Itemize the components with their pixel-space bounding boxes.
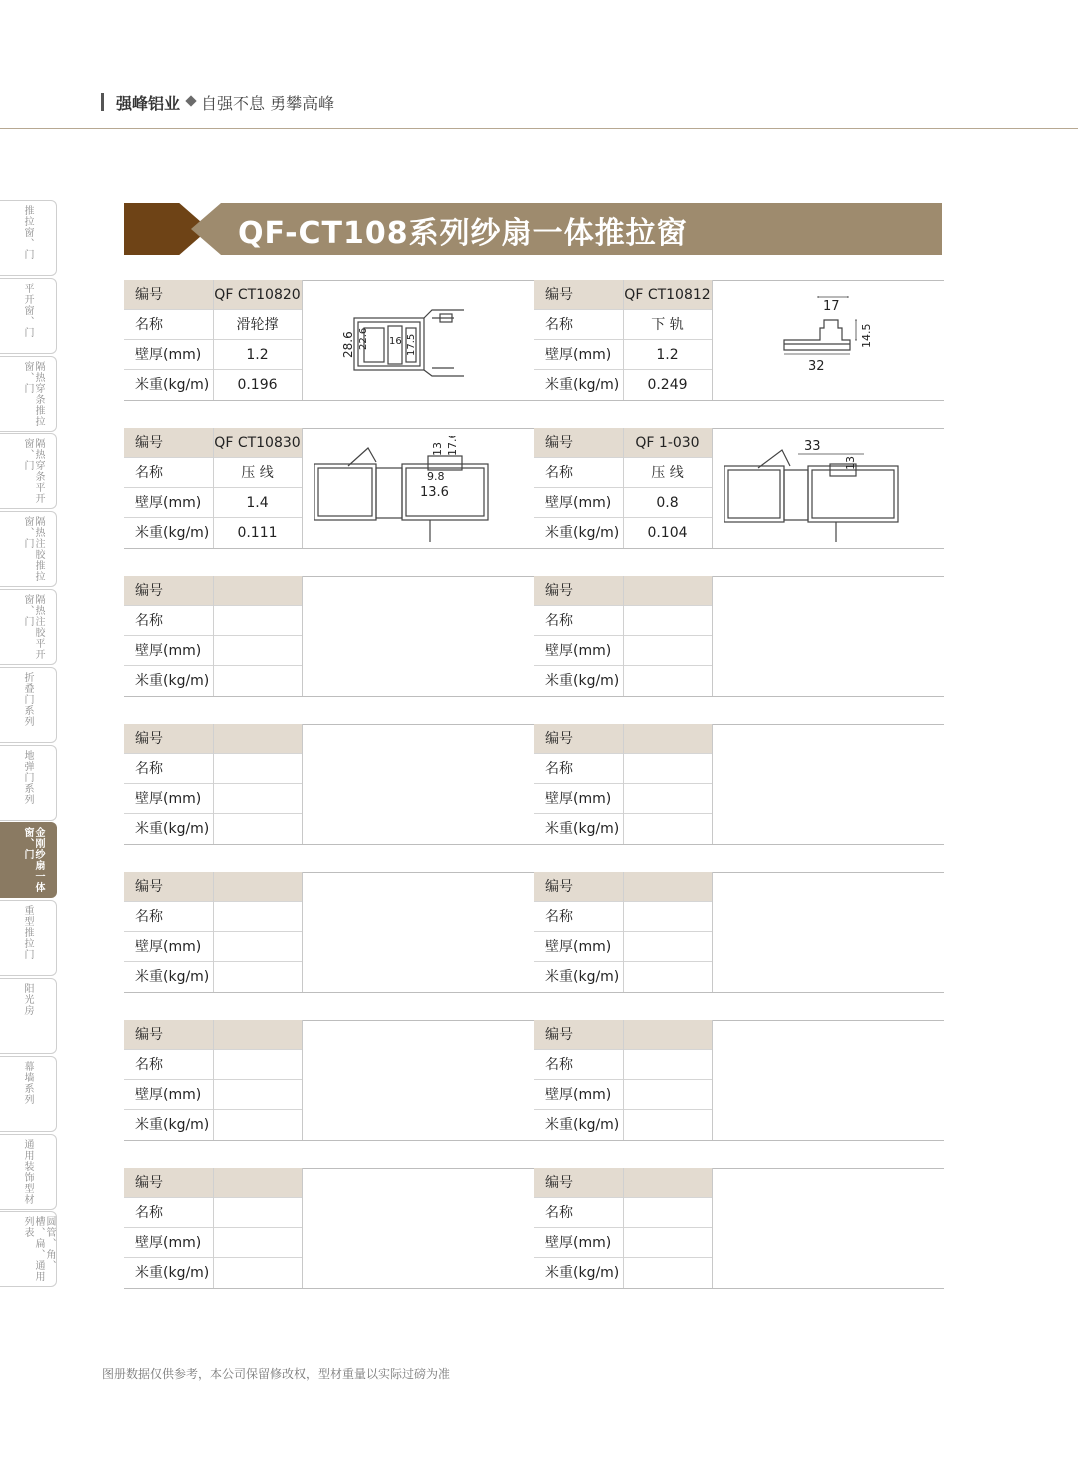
spec-block	[124, 428, 534, 548]
spec-value	[623, 1020, 712, 1050]
divider	[712, 724, 713, 844]
side-tab[interactable]	[0, 1056, 57, 1132]
spec-value: 1.2	[656, 347, 679, 363]
profile-bottom-rail	[724, 288, 936, 394]
divider	[534, 1288, 944, 1289]
side-tab[interactable]	[0, 278, 57, 354]
divider	[712, 1020, 713, 1140]
profile-drawing	[724, 288, 936, 394]
spec-value: 1.2	[246, 347, 269, 363]
spec-block	[124, 724, 534, 844]
side-tab[interactable]	[0, 511, 57, 587]
side-tab[interactable]	[0, 433, 57, 509]
side-tab[interactable]	[0, 745, 57, 821]
dimension-label: 17.5	[406, 333, 417, 356]
divider	[623, 576, 624, 696]
divider	[124, 1288, 534, 1289]
divider	[124, 992, 534, 993]
side-tab-label: 通用装饰型材	[22, 1138, 33, 1205]
side-tab[interactable]	[0, 589, 57, 665]
profile-glazing-bead-2	[724, 436, 936, 542]
spec-label: 名称	[545, 613, 573, 629]
spec-label: 米重(kg/m)	[135, 673, 210, 689]
side-tab[interactable]	[0, 978, 57, 1054]
spec-label: 编号	[124, 1020, 213, 1050]
spec-label: 名称	[545, 909, 573, 925]
side-tab-label: 隔热穿条平开窗、门	[22, 438, 44, 505]
divider	[302, 576, 303, 696]
spec-label: 编号	[534, 1020, 623, 1050]
spec-label: 编号	[534, 576, 623, 606]
spec-block	[124, 1020, 534, 1140]
spec-label: 壁厚(mm)	[545, 495, 612, 511]
spec-value	[623, 636, 712, 666]
dimension-label: 13.6	[420, 485, 449, 500]
spec-value	[213, 902, 302, 932]
side-tab[interactable]	[0, 900, 57, 976]
spec-value	[213, 1020, 302, 1050]
spec-value: 压 线	[241, 465, 274, 481]
divider	[534, 548, 944, 549]
dimension-label: 14.5	[860, 323, 873, 348]
divider	[302, 872, 303, 992]
spec-label: 名称	[545, 317, 573, 333]
divider	[213, 1168, 214, 1288]
spec-value: 0.249	[647, 377, 688, 393]
spec-label: 壁厚(mm)	[135, 1087, 202, 1103]
spec-value	[623, 1110, 712, 1140]
divider	[124, 844, 534, 845]
profile-drawing	[314, 436, 526, 542]
spec-label: 名称	[135, 1057, 163, 1073]
divider	[712, 1168, 713, 1288]
divider	[534, 844, 944, 845]
spec-value: 压 线	[651, 465, 684, 481]
side-tab-label: 隔热注胶推拉窗、门	[22, 516, 44, 583]
divider	[712, 428, 713, 548]
divider	[712, 872, 713, 992]
spec-label: 编号	[534, 872, 623, 902]
spec-label: 名称	[135, 465, 163, 481]
profile-drawing	[314, 288, 526, 394]
spec-block	[534, 576, 944, 696]
diamond-icon	[185, 95, 196, 106]
side-tab-label: 折叠门系列	[22, 671, 33, 727]
spec-label: 米重(kg/m)	[545, 673, 620, 689]
divider	[213, 724, 214, 844]
side-tab-label: 平开窗、门	[22, 282, 33, 338]
spec-label: 名称	[135, 761, 163, 777]
divider	[213, 428, 214, 548]
spec-value	[213, 872, 302, 902]
side-tab-label: 隔热注胶平开窗、门	[22, 594, 44, 660]
spec-label: 壁厚(mm)	[135, 347, 202, 363]
footer-note: 图册数据仅供参考，本公司保留修改权，型材重量以实际过磅为准	[102, 1367, 451, 1381]
spec-value	[623, 1080, 712, 1110]
spec-label: 米重(kg/m)	[545, 525, 620, 541]
spec-value: QF CT10812	[623, 280, 712, 310]
spec-value	[623, 666, 712, 696]
spec-label: 壁厚(mm)	[545, 791, 612, 807]
spec-value: 0.111	[237, 525, 278, 541]
divider	[534, 1140, 944, 1141]
spec-label: 米重(kg/m)	[545, 969, 620, 985]
spec-block	[534, 872, 944, 992]
spec-value: 1.4	[246, 495, 269, 511]
spec-block	[124, 872, 534, 992]
dimension-label: 33	[804, 439, 821, 454]
spec-label: 名称	[135, 1205, 163, 1221]
side-tab-label: 隔热穿条推拉窗、门	[22, 360, 44, 427]
spec-label: 壁厚(mm)	[135, 939, 202, 955]
spec-label: 名称	[135, 613, 163, 629]
side-tab[interactable]	[0, 356, 57, 432]
spec-label: 壁厚(mm)	[545, 347, 612, 363]
spec-value: 0.196	[237, 377, 278, 393]
divider	[712, 280, 713, 400]
spec-value	[623, 932, 712, 962]
spec-value: QF CT10830	[213, 428, 302, 458]
spec-label: 名称	[545, 1057, 573, 1073]
spec-value: 0.104	[647, 525, 688, 541]
spec-label: 编号	[124, 872, 213, 902]
spec-label: 名称	[135, 909, 163, 925]
divider	[213, 1020, 214, 1140]
spec-value: QF 1-030	[623, 428, 712, 458]
divider	[302, 724, 303, 844]
divider	[623, 1020, 624, 1140]
spec-value	[623, 902, 712, 932]
side-tab-label: 推拉窗、门	[22, 205, 33, 260]
divider	[623, 280, 624, 400]
spec-label: 米重(kg/m)	[545, 821, 620, 837]
spec-label: 米重(kg/m)	[545, 377, 620, 393]
spec-value	[623, 606, 712, 636]
spec-block	[534, 428, 944, 548]
spec-block	[534, 1020, 944, 1140]
spec-label: 壁厚(mm)	[545, 643, 612, 659]
brand-name: 强峰铝业	[116, 94, 181, 113]
spec-label: 壁厚(mm)	[135, 791, 202, 807]
spec-label: 编号	[534, 428, 623, 458]
spec-value: QF CT10820	[213, 280, 302, 310]
spec-value	[623, 962, 712, 992]
spec-value	[213, 962, 302, 992]
spec-label: 米重(kg/m)	[135, 377, 210, 393]
divider	[124, 696, 534, 697]
dimension-label: 17	[823, 299, 840, 314]
side-tab-label: 阳光房	[22, 983, 33, 1016]
dimension-label: 9.8	[427, 470, 445, 483]
spec-value	[213, 814, 302, 844]
dimension-label: 22.6	[358, 327, 369, 350]
profile-drawing	[724, 436, 936, 542]
spec-label: 米重(kg/m)	[545, 1117, 620, 1133]
spec-block	[534, 724, 944, 844]
page-title: QF-CT108系列纱扇一体推拉窗	[238, 216, 688, 251]
spec-label: 名称	[545, 465, 573, 481]
spec-value	[213, 784, 302, 814]
spec-value	[623, 872, 712, 902]
spec-label: 编号	[124, 280, 213, 310]
spec-block	[124, 576, 534, 696]
spec-label: 名称	[135, 317, 163, 333]
spec-value	[213, 1198, 302, 1228]
spec-block	[534, 280, 944, 400]
divider	[302, 1020, 303, 1140]
spec-label: 壁厚(mm)	[135, 1235, 202, 1251]
divider	[213, 280, 214, 400]
spec-value	[623, 1050, 712, 1080]
dimension-label: 17.6	[446, 436, 459, 456]
side-tab[interactable]	[0, 667, 57, 743]
side-tab-label: 地弹门系列	[22, 749, 33, 805]
divider	[623, 428, 624, 548]
page-header	[0, 0, 1078, 129]
dimension-label: 13	[431, 442, 444, 456]
spec-block	[124, 280, 534, 400]
divider	[534, 992, 944, 993]
spec-label: 壁厚(mm)	[545, 1235, 612, 1251]
spec-label: 米重(kg/m)	[135, 1117, 210, 1133]
spec-label: 编号	[124, 428, 213, 458]
spec-label: 名称	[545, 1205, 573, 1221]
divider	[124, 400, 534, 401]
divider	[302, 280, 303, 400]
spec-value	[623, 576, 712, 606]
header-bar	[101, 93, 104, 111]
divider	[623, 872, 624, 992]
spec-value	[213, 754, 302, 784]
spec-label: 编号	[124, 724, 213, 754]
spec-label: 壁厚(mm)	[135, 643, 202, 659]
spec-label: 名称	[545, 761, 573, 777]
spec-label: 编号	[534, 724, 623, 754]
spec-label: 壁厚(mm)	[545, 939, 612, 955]
spec-label: 编号	[534, 1168, 623, 1198]
divider	[213, 872, 214, 992]
dimension-label: 32	[808, 359, 825, 374]
profile-slide-support	[314, 288, 526, 394]
divider	[124, 1140, 534, 1141]
divider	[712, 576, 713, 696]
spec-value	[623, 1168, 712, 1198]
spec-value	[213, 666, 302, 696]
spec-value	[213, 1228, 302, 1258]
divider	[534, 400, 944, 401]
spec-value	[213, 576, 302, 606]
side-tab-label: 圆管、角、槽、扁、通用列表	[22, 1216, 55, 1283]
side-tab-label: 金刚纱扇一体窗、门	[22, 827, 44, 894]
spec-value	[213, 1050, 302, 1080]
side-tab[interactable]	[0, 1211, 57, 1287]
spec-label: 米重(kg/m)	[135, 969, 210, 985]
divider	[623, 724, 624, 844]
side-tab[interactable]	[0, 200, 57, 276]
spec-value	[623, 754, 712, 784]
spec-block	[124, 1168, 534, 1288]
spec-value	[213, 1110, 302, 1140]
side-tab[interactable]	[0, 1134, 57, 1210]
divider	[213, 576, 214, 696]
spec-value	[213, 606, 302, 636]
spec-value	[213, 1168, 302, 1198]
slogan: 自强不息 勇攀高峰	[201, 94, 335, 113]
spec-label: 壁厚(mm)	[135, 495, 202, 511]
dimension-label: 16	[389, 336, 402, 347]
divider	[623, 1168, 624, 1288]
spec-label: 米重(kg/m)	[135, 821, 210, 837]
spec-value	[213, 932, 302, 962]
spec-value	[623, 1228, 712, 1258]
spec-value	[213, 724, 302, 754]
side-tab-label: 幕墙系列	[22, 1060, 33, 1105]
spec-label: 米重(kg/m)	[135, 1265, 210, 1281]
spec-value: 滑轮撑	[236, 317, 279, 333]
dimension-label: 13	[844, 456, 857, 470]
spec-label: 编号	[124, 1168, 213, 1198]
divider	[302, 428, 303, 548]
divider	[302, 1168, 303, 1288]
side-tab-label: 重型推拉门	[22, 905, 33, 961]
spec-value	[213, 1258, 302, 1288]
spec-value	[623, 1198, 712, 1228]
divider	[124, 548, 534, 549]
spec-value	[623, 814, 712, 844]
spec-value	[623, 1258, 712, 1288]
spec-block	[534, 1168, 944, 1288]
divider	[534, 696, 944, 697]
spec-value: 下 轨	[651, 317, 684, 333]
spec-label: 编号	[124, 576, 213, 606]
spec-label: 壁厚(mm)	[545, 1087, 612, 1103]
side-tab[interactable]	[0, 822, 57, 898]
spec-value	[623, 784, 712, 814]
spec-value: 0.8	[656, 495, 679, 511]
profile-glazing-bead	[314, 436, 526, 542]
spec-label: 编号	[534, 280, 623, 310]
spec-label: 米重(kg/m)	[545, 1265, 620, 1281]
spec-value	[623, 724, 712, 754]
dimension-label: 28.6	[341, 331, 355, 358]
spec-label: 米重(kg/m)	[135, 525, 210, 541]
spec-value	[213, 636, 302, 666]
spec-value	[213, 1080, 302, 1110]
